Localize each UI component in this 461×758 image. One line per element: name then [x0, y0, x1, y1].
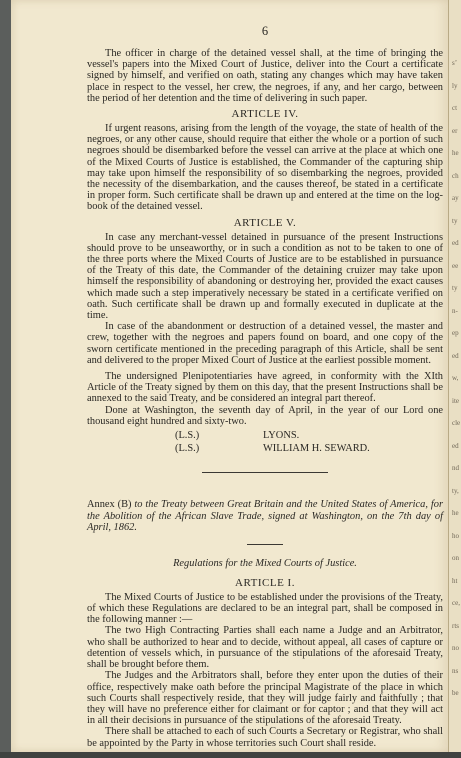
facing-page-fragment: ite	[452, 397, 459, 405]
facing-page-fragment: ty,	[452, 487, 459, 495]
facing-page-fragment: ct	[452, 104, 458, 112]
page-content	[87, 24, 443, 749]
closing-date: Done at Washington, the seventh day of April, in the year of our Lord one thousand eight hundred and sixty-two.	[87, 404, 443, 427]
regulations-title: Regulations for the Mixed Courts of Justice.	[173, 557, 357, 569]
article-1-text-4: There shall be attached to each of such Courts a Secretary or Registrar, who shall be appointed by the Party in whose territories such Court shall reside.	[87, 726, 443, 749]
facing-page-fragment: nd	[452, 464, 459, 472]
scan-border	[0, 752, 461, 758]
facing-page-fragment: er	[452, 127, 458, 135]
facing-page-fragment: ty	[452, 217, 458, 225]
heading-article-5: ARTICLE V.	[233, 216, 297, 229]
article-4-text: If urgent reasons, arising from the length of the voyage, the state of health of the negroes, or any other cause, should require that either the whole or a portion of such negroes should be disembarked before the vessel can arrive at the place at which one of the Mixed Courts of Justice is established, the Commander of the capturing ship may take upon himself the responsibility of so disembarking the negroes, provided the necessity of the disembarkation, and the causes thereof, be stated in a certificate in proper form. Such certificate shall be drawn up and entered at the time on the log-book of the detained vessel.	[87, 123, 443, 213]
article-1-text-2: The two High Contracting Parties shall each name a Judge and an Arbitrator, who shall be authorized to hear and to decide, without appeal, all cases of capture or detention of vessels which, in pursuance of the stipulations of the aforesaid Treaty, shall be brought before them.	[87, 625, 443, 671]
facing-page-fragment: ty	[452, 284, 458, 292]
signature-block	[87, 430, 443, 455]
signature-row	[87, 430, 443, 443]
facing-page-fragment: w,	[452, 374, 459, 382]
signatory-name: WILLIAM H. SEWARD.	[263, 442, 370, 454]
facing-page-fragment: on	[452, 554, 459, 562]
signature-row	[87, 443, 443, 456]
facing-page-fragment: ns	[452, 667, 459, 675]
article-5-text-2: In case of the abandonment or destruction of a detained vessel, the master and crew, together with the negroes and papers found on board, and one copy of the sworn certificate mentioned in the preceding paragraph of this Article, shall be sent and delivered to the proper Mixed Court of Justice at the earliest possible moment.	[87, 321, 443, 366]
annex-description: to the Treaty between Great Britain and the United States of America, for the Abolition of the African Slave Trade, signed at Washington, on the 7th day of April, 1862.	[87, 499, 443, 534]
facing-page-fragment: ee	[452, 262, 459, 270]
heading-article-4: ARTICLE IV.	[231, 108, 299, 121]
paragraph-officer-certificate: The officer in charge of the detained vessel shall, at the time of bringing the vessel's papers into the Mixed Court of Justice, deliver into the Court a certificate signed by himself, and verified on oath, stating any changes which may have taken place in respect to the vessel, her crew, the negroes, if any, and her cargo, between the period of her detention and the time of delivering in such paper.	[87, 48, 443, 104]
facing-page-fragment: no	[452, 644, 459, 652]
facing-page-fragment: cle	[452, 419, 461, 427]
closing-agreement: The undersigned Plenipotentiaries have agreed, in conformity with the XIth Article of the Treaty signed by them on this day, that the present Instructions shall be annexed to the said Treaty, and be considered an integral part thereof.	[87, 371, 443, 405]
facing-page-fragment: ed	[452, 352, 459, 360]
section-divider	[202, 472, 328, 473]
facing-page-fragment: ch	[452, 172, 459, 180]
facing-page-fragment: ht	[452, 577, 458, 585]
facing-page-fragment: ho	[452, 532, 459, 540]
facing-page-fragment: ed	[452, 442, 459, 450]
facing-page-fragment: ly	[452, 82, 458, 90]
annex-divider	[247, 544, 283, 545]
facing-page-fragment: ce,	[452, 599, 460, 607]
seal-mark: (L.S.)	[175, 430, 200, 442]
facing-page-fragment: he	[452, 149, 459, 157]
annex-label: Annex (B)	[87, 499, 132, 511]
adjacent-page-edge	[448, 0, 461, 752]
seal-mark: (L.S.)	[175, 442, 200, 454]
facing-page-fragment: ep	[452, 329, 459, 337]
article-1-text-3: The Judges and the Arbitrators shall, before they enter upon the duties of their office, respectively make oath before the principal Magistrate of the place in which such Courts shall respectively reside, that they will judge fairly and faithfully ; that they will have no preference either for claimant or for captor ; and that they will act in all their decisions in pursuance of the stipulations of the aforesaid Treaty.	[87, 670, 443, 727]
heading-article-1: ARTICLE I.	[235, 576, 295, 589]
facing-page-fragment: s’	[452, 59, 458, 67]
document-page	[11, 0, 449, 752]
article-1-text-1: The Mixed Courts of Justice to be established under the provisions of the Treaty, of which these Regulations are declared to be an integral part, shall be composed in the following manner :—	[87, 591, 443, 626]
signatory-name: LYONS.	[263, 430, 300, 442]
facing-page-fragment: be	[452, 689, 459, 697]
facing-page-fragment: he	[452, 509, 459, 517]
annex-title	[87, 499, 443, 534]
facing-page-fragment: rts	[452, 622, 459, 630]
facing-page-fragment: ay	[452, 194, 459, 202]
facing-page-fragment: ed	[452, 239, 459, 247]
page-number: 6	[261, 24, 269, 38]
facing-page-fragment: n-	[452, 307, 458, 315]
article-5-text-1: In case any merchant-vessel detained in pursuance of the present Instructions should prove to be unseaworthy, or in such a condition as not to be taken to one of the three ports where the Mixed Courts of Justice are to be established in pursuance of the Treaty of this date, the Commander of the detaining cruizer may take upon himself the responsibility of abandoning or destroying her, provided the exact causes which made such a step imperatively necessary be stated in a certificate verified on oath. Such certificate shall be drawn up and formally executed in duplicate at the time.	[87, 231, 443, 322]
